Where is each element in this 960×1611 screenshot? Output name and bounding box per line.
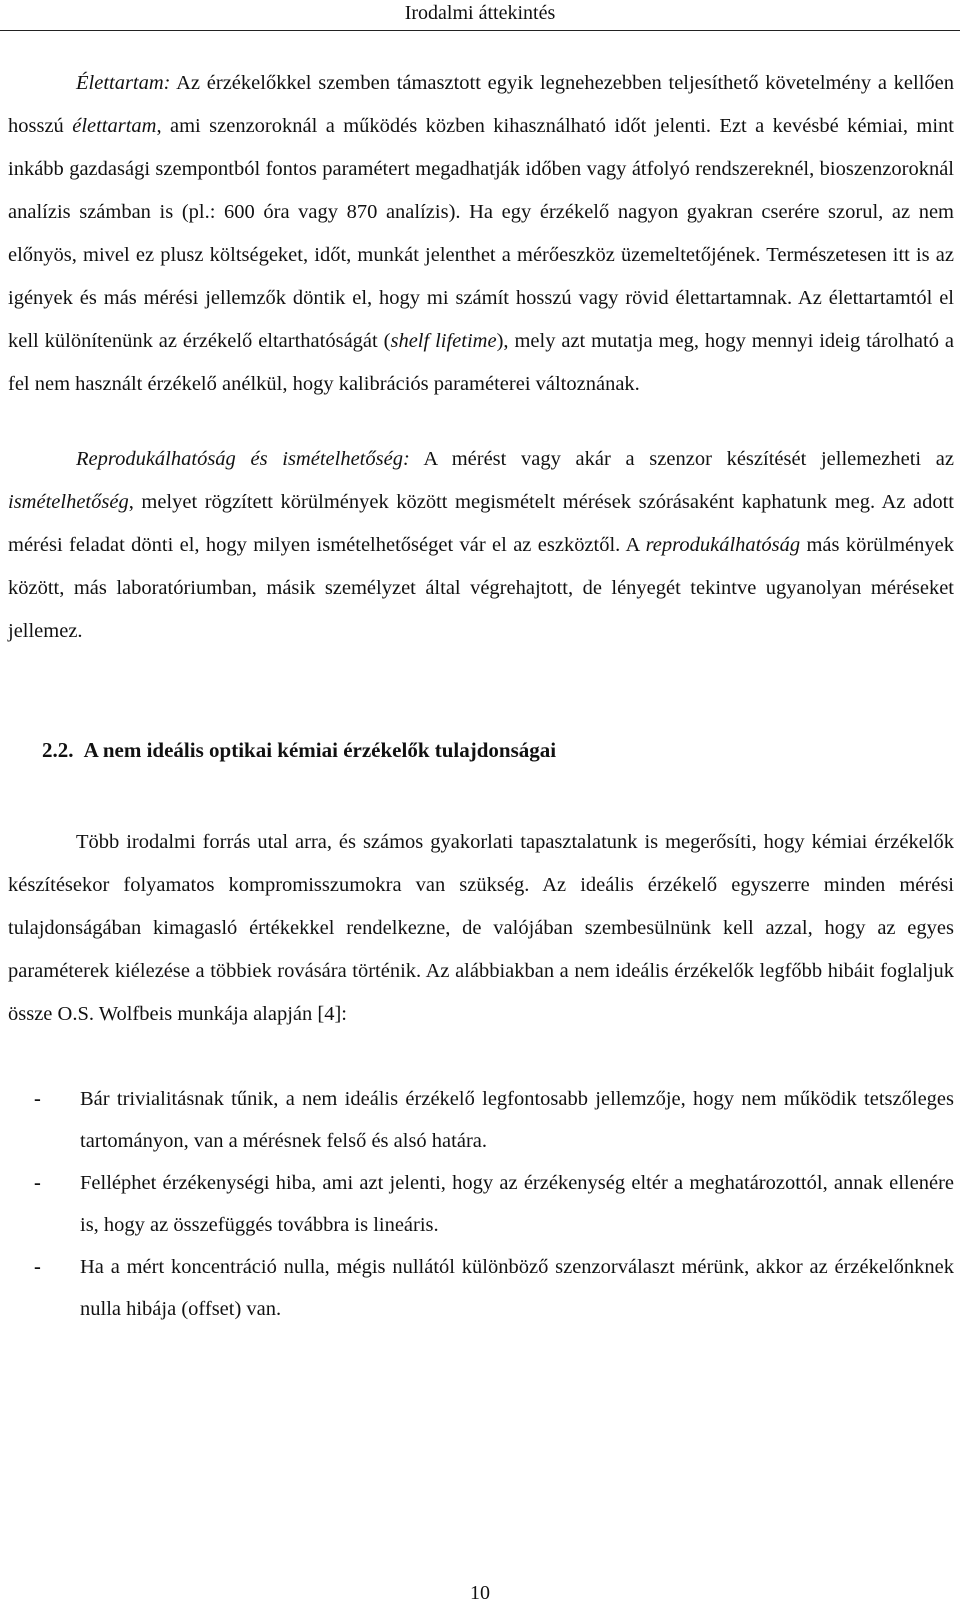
italic-term: shelf lifetime (390, 330, 497, 352)
term-reproducibility: Reprodukálhatóság és ismételhetőség: (76, 448, 410, 470)
section-title: A nem ideális optikai kémiai érzékelők tulajdonságai (83, 738, 557, 762)
list-item-text: Bár trivialitásnak tűnik, a nem ideális érzékelő legfontosabb jellemzője, hogy nem működik tetszőleges tartományon, van a mérésnek felső és alsó határa. (80, 1088, 954, 1152)
italic-term: ismételhetőség (8, 491, 129, 513)
paragraph-text: ), mely azt mutatja meg, hogy mennyi ideig tárolható a fel nem használt érzékelő anélkül, hogy kalibrációs paraméterei változnának. (8, 330, 954, 395)
header-divider (0, 30, 960, 31)
italic-term: reprodukálhatóság (645, 534, 801, 556)
paragraph-text: Az érzékelőkkel szemben támasztott egyik legnehezebben teljesíthető követelmény a kellően hosszú (8, 72, 954, 137)
page-body (8, 62, 954, 1330)
page-number: 10 (470, 1582, 490, 1604)
paragraph-text: A mérést vagy akár a szenzor készítését jellemezheti az (409, 448, 955, 470)
paragraph-intro: Több irodalmi forrás utal arra, és számos gyakorlati tapasztalatunk is megerősíti, hogy kémiai érzékelők készítésekor folyamatos kompromisszumokra van szükség. Az ideális érzékelő egyszerre minden mérési tulajdonságában kimagasló értékekkel rendelkezne, de valójában szembesülnünk kell azzal, hogy az egyes paraméterek kiélezése a többiek rovására történik. Az alábbiakban a nem ideális érzékelők legfőbb hibáit foglaljuk össze O.S. Wolfbeis munkája alapján [4]: (8, 831, 954, 1025)
list-item (8, 1246, 954, 1330)
paragraph-text: más körülmények között, más laboratóriumban, másik személyzet által végrehajtott, de lényegét tekintve ugyanolyan méréseket jellemez. (8, 534, 954, 642)
list-item-text: Ha a mért koncentráció nulla, mégis nullától különböző szenzorválaszt mérünk, akkor az érzékelőnknek nulla hibája (offset) van. (80, 1256, 954, 1320)
italic-term: élettartam (72, 115, 157, 137)
list-dash: - (34, 1088, 41, 1110)
paragraph-text: , ami szenzoroknál a működés közben kihasználható időt jelenti. Ezt a kevésbé kémiai, mint inkább gazdasági szempontból fontos paramétert megadhatják időben vagy átfolyó rendszereknél, bioszenzoroknál analízis számban is (pl.: 600 óra vagy 870 analízis). Ha egy érzékelő nagyon gyakran cserére szorul, az nem előnyös, mivel ez plusz költségeket, időt, munkát jelenthet a mérőeszköz üzemeltetőjének. Természetesen itt is az igények és más mérési jellemzők döntik el, hogy mi számít hosszú vagy rövid élettartamnak. Az élettartamtól el kell különítenünk az érzékelő eltarthatóságát ( (8, 115, 954, 352)
term-lifetime: Élettartam: (76, 72, 171, 94)
list-item (8, 1078, 954, 1162)
section-heading (8, 735, 954, 765)
running-header: Irodalmi áttekintés (404, 2, 556, 24)
paragraph-reproducibility (8, 438, 954, 653)
list-item (8, 1162, 954, 1246)
paragraph-lifetime (8, 62, 954, 406)
paragraph-text: , melyet rögzített körülmények között megismételt mérések szórásaként kaphatunk meg. Az adott mérési feladat dönti el, hogy milyen ismételhetőséget vár el az eszköztől. A (8, 491, 954, 556)
list-dash: - (34, 1172, 41, 1194)
list-dash: - (34, 1256, 41, 1278)
list-item-text: Felléphet érzékenységi hiba, ami azt jelenti, hogy az érzékenység eltér a meghatározottól, annak ellenére is, hogy az összefüggés továbbra is lineáris. (80, 1172, 954, 1236)
defect-list (8, 1078, 954, 1330)
section-number: 2.2. (42, 738, 74, 762)
